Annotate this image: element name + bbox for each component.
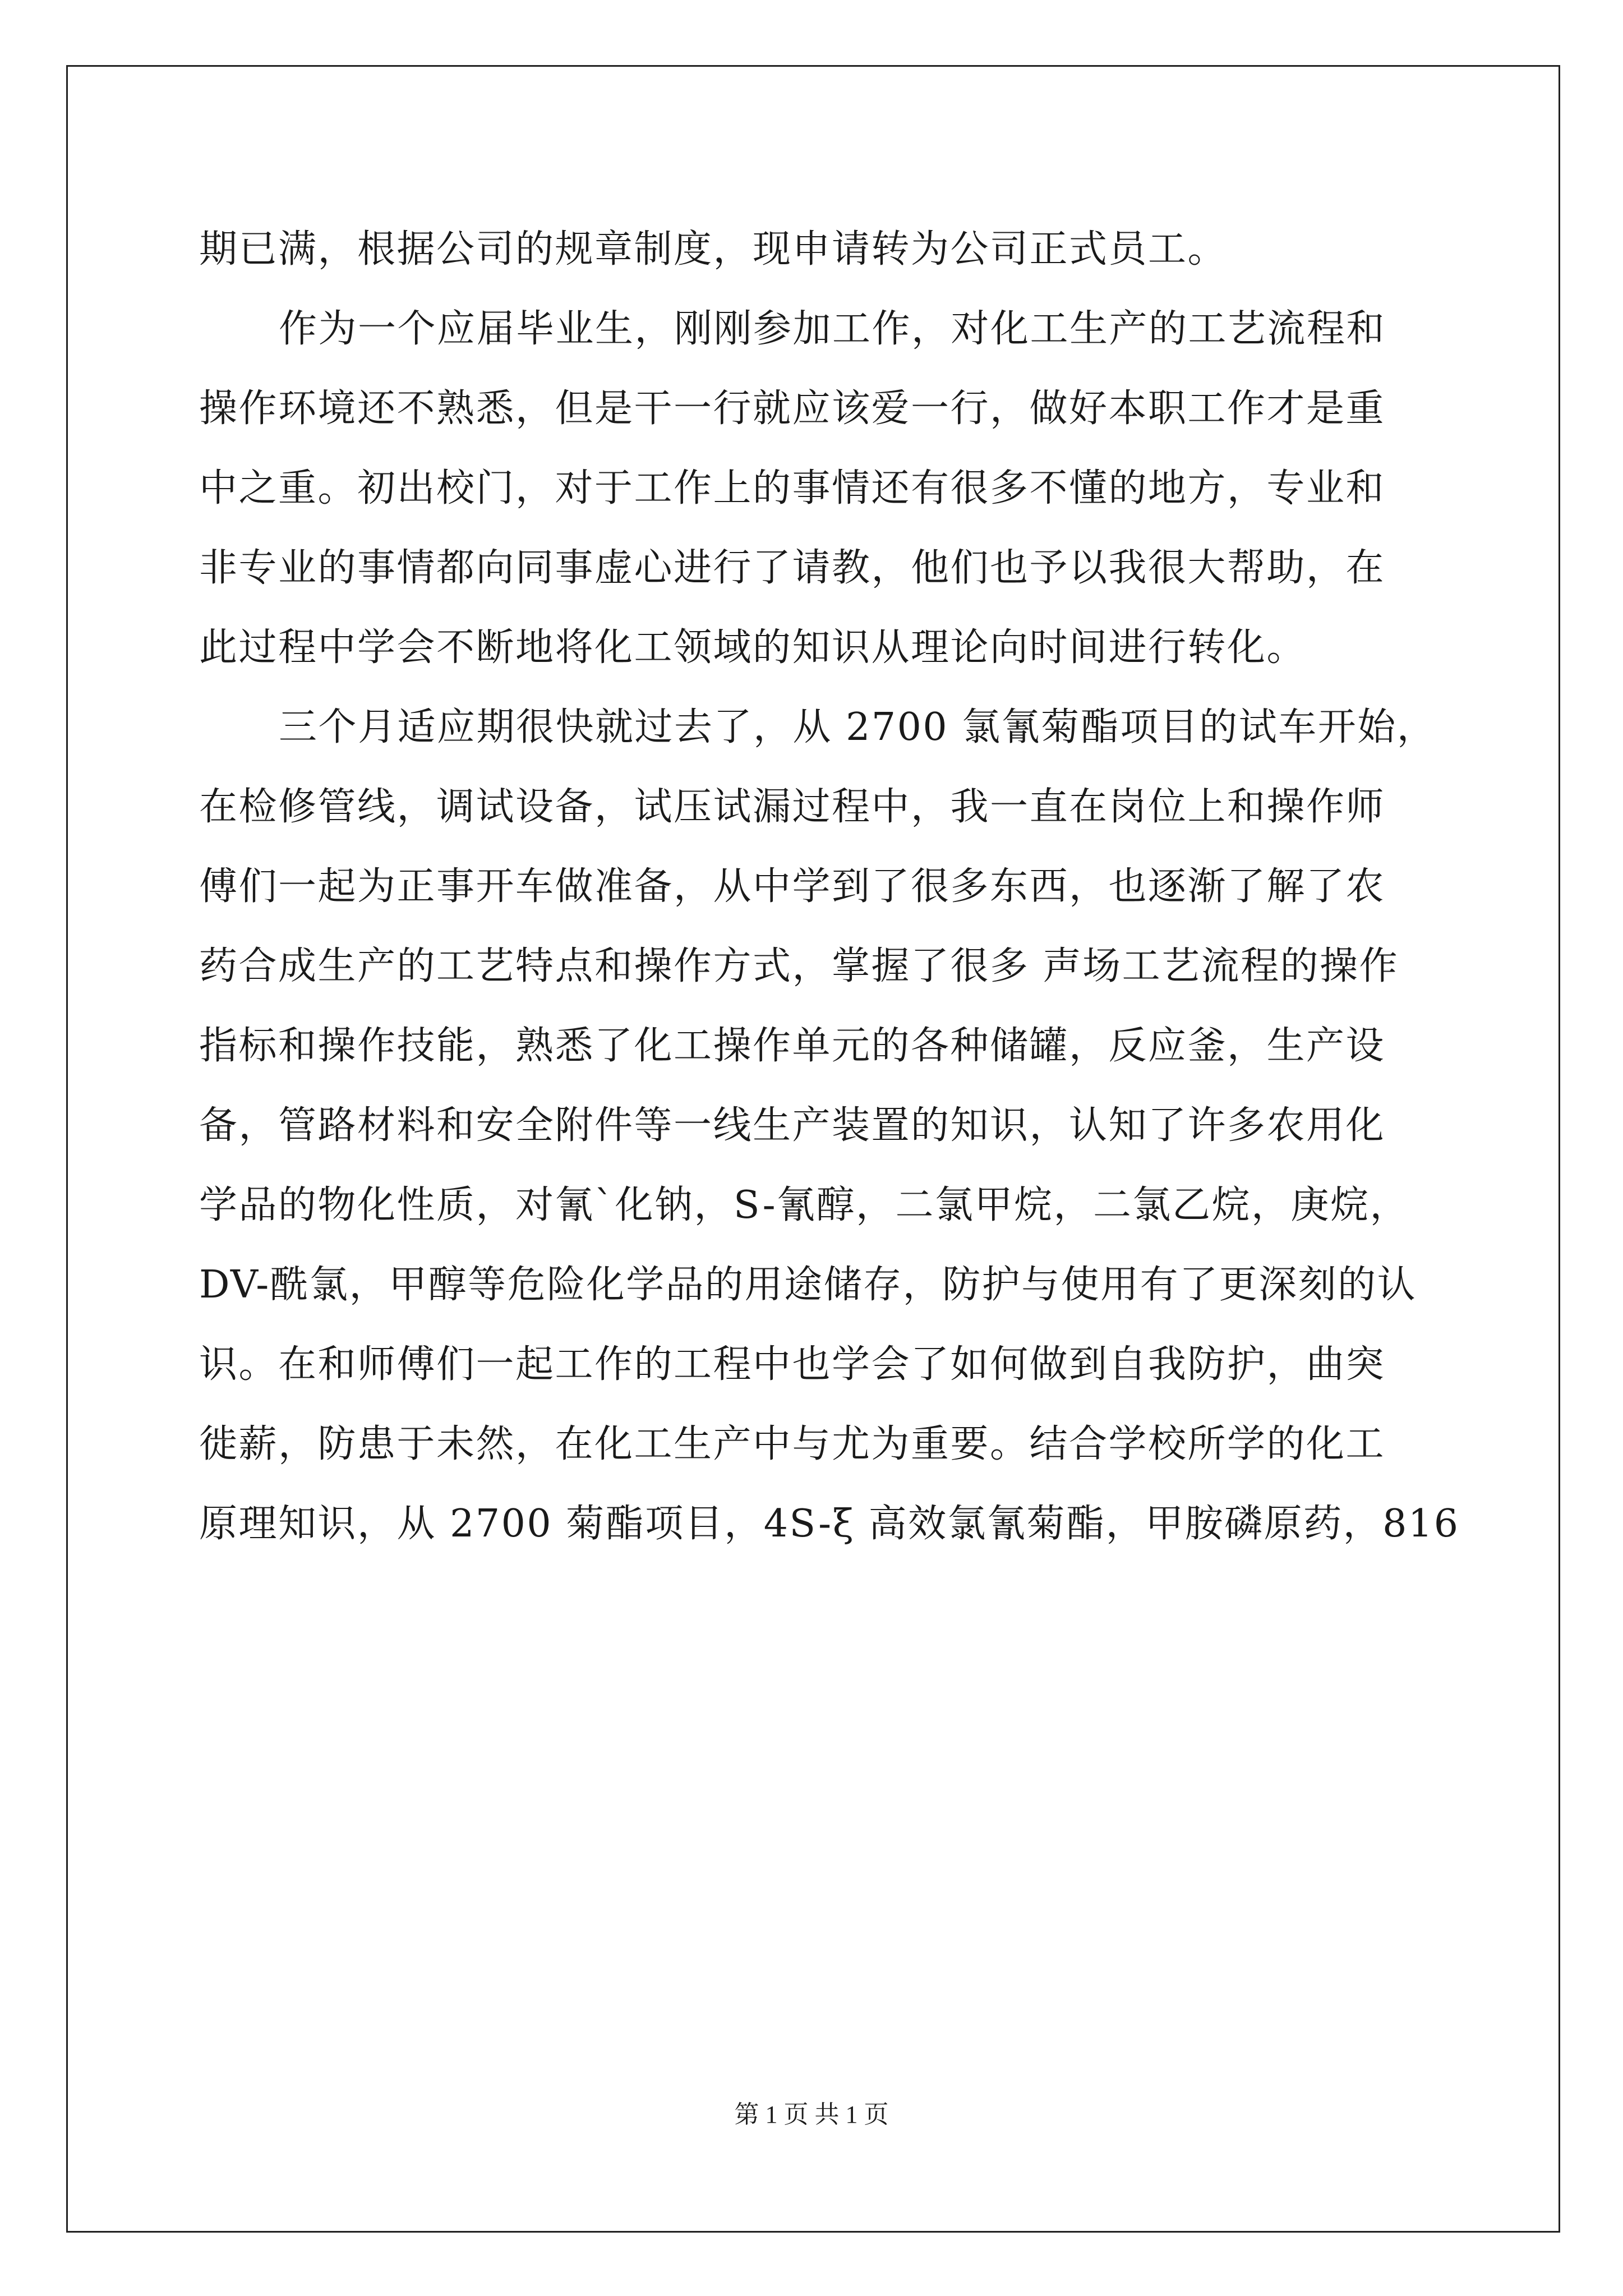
- text-line-8: 在检修管线，调试设备，试压试漏过程中，我一直在岗位上和操作师: [199, 785, 1386, 829]
- text-line-12: 备，管路材料和安全附件等一线生产装置的知识，认知了许多农用化: [199, 1103, 1386, 1148]
- text-line-9: 傅们一起为正事开车做准备，从中学到了很多东西，也逐渐了解了农: [199, 864, 1386, 909]
- page-number-footer: 第 1 页 共 1 页: [734, 2101, 889, 2128]
- text-line-3: 操作环境还不熟悉，但是干一行就应该爱一行，做好本职工作才是重: [199, 386, 1386, 431]
- text-line-1: 期已满，根据公司的规章制度，现申请转为公司正式员工。: [199, 227, 1228, 272]
- text-line-6: 此过程中学会不断地将化工领域的知识从理论向时间进行转化。: [199, 625, 1307, 670]
- text-line-15: 识。在和师傅们一起工作的工程中也学会了如何做到自我防护，曲突: [199, 1342, 1386, 1387]
- text-line-13: 学品的物化性质，对氰`化钠，S-氰醇，二氯甲烷，二氯乙烷，庚烷，: [199, 1183, 1410, 1227]
- text-line-16: 徙薪，防患于未然，在化工生产中与尤为重要。结合学校所学的化工: [199, 1422, 1386, 1466]
- text-line-14: DV-酰氯，甲醇等危险化学品的用途储存，防护与使用有了更深刻的认: [199, 1263, 1417, 1307]
- text-line-10: 药合成生产的工艺特点和操作方式，掌握了很多 声场工艺流程的操作: [199, 944, 1399, 988]
- text-line-5: 非专业的事情都向同事虚心进行了请教，他们也予以我很大帮助，在: [199, 546, 1386, 590]
- text-line-2: 作为一个应届毕业生，刚刚参加工作，对化工生产的工艺流程和: [279, 307, 1386, 351]
- text-line-4: 中之重。初出校门，对于工作上的事情还有很多不懂的地方，专业和: [199, 466, 1386, 510]
- text-line-11: 指标和操作技能，熟悉了化工操作单元的各种储罐，反应釜，生产设: [199, 1024, 1386, 1068]
- text-line-17: 原理知识，从 2700 菊酯项目，4S-ξ 高效氯氰菊酯，甲胺磷原药，816: [199, 1502, 1460, 1546]
- text-line-7: 三个月适应期很快就过去了，从 2700 氯氰菊酯项目的试车开始，: [279, 705, 1437, 749]
